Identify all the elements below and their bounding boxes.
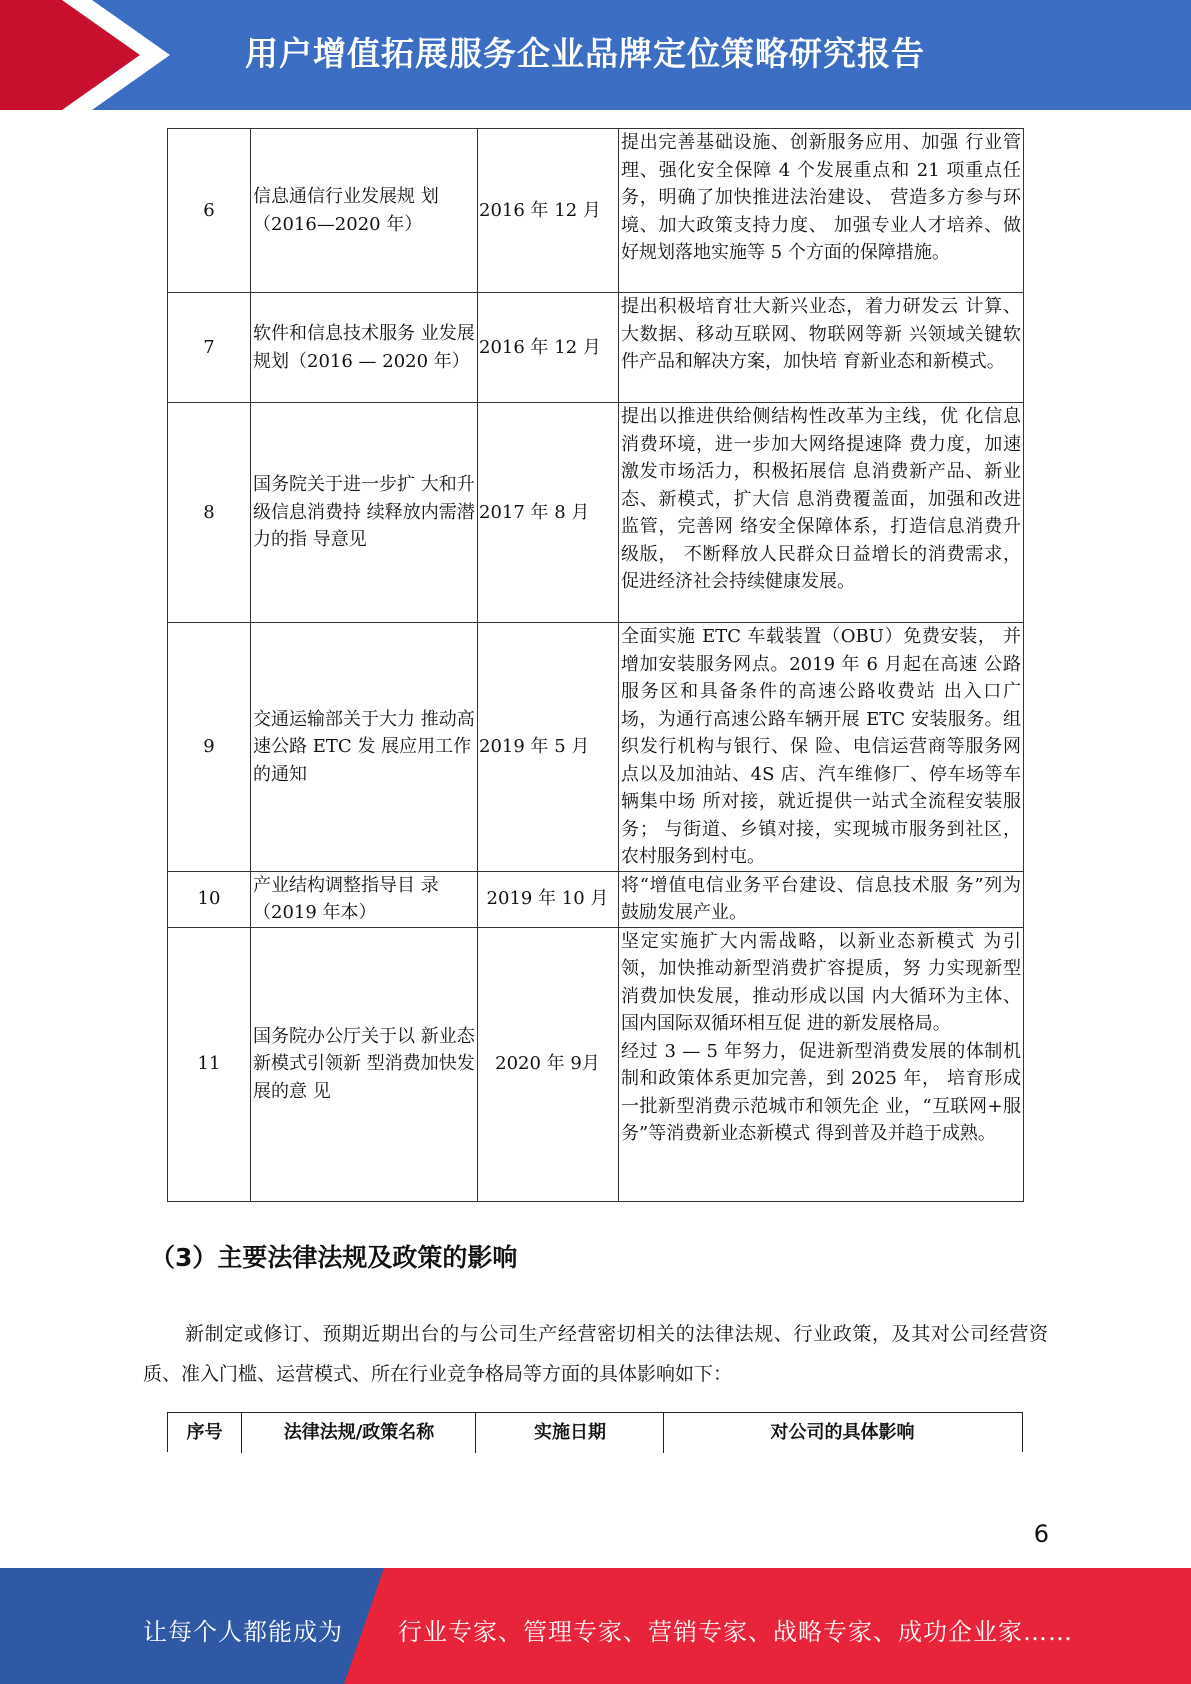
regulation-table-header: [167, 1412, 1023, 1452]
table-row: [168, 293, 1024, 403]
header-title: 用户增值拓展服务企业品牌定位策略研究报告: [245, 34, 925, 73]
row-content: 提出积极培育壮大新兴业态，着力研发云 计算、大数据、移动互联网、物联网等新 兴领域关键软件产品和解决方案，加快培 育新业态和新模式。: [619, 293, 1024, 403]
header-cell-seq: 序号: [186, 1422, 223, 1443]
row-content: [619, 927, 1024, 1201]
row-date: 2016 年 12 月: [478, 129, 619, 293]
row-date: 2020 年 9月: [478, 927, 619, 1201]
row-name: 产业结构调整指导目 录（2019 年本）: [251, 871, 478, 927]
row-date: 2017 年 8 月: [478, 403, 619, 623]
table-row: [168, 403, 1024, 623]
footer-banner: [0, 1568, 1191, 1684]
row-date: 2019 年 5 月: [478, 623, 619, 872]
footer-slogan-right: 行业专家、管理专家、营销专家、战略专家、成功企业家……: [398, 1618, 1073, 1646]
table-row: [168, 927, 1024, 1201]
header-cell-date: 实施日期: [475, 1413, 664, 1453]
row-seq: 10: [168, 871, 251, 927]
header-cell-impact: 对公司的具体影响: [663, 1413, 1021, 1453]
row-content: 提出完善基础设施、创新服务应用、加强 行业管理、强化安全保障 4 个发展重点和 21 项重点任务，明确了加快推进法治建设、 营造多方参与环境、加大政策支持力度、 加强专业人才培养、做好规划落地实施等 5 个方面的保障措施。: [619, 129, 1024, 293]
header-cell-name: 法律法规/政策名称: [241, 1413, 476, 1453]
row-content: 提出以推进供给侧结构性改革为主线，优 化信息消费环境，进一步加大网络提速降 费力度，加速激发市场活力，积极拓展信 息消费新产品、新业态、新模式，扩大信 息消费覆盖面，加强和改进监管，完善网 络安全保障体系，打造信息消费升级版， 不断释放人民群众日益增长的消费需求， 促进经济社会持续健康发展。: [619, 403, 1024, 623]
row-seq: 8: [168, 403, 251, 623]
table-row: [168, 623, 1024, 872]
policy-table: [167, 128, 1024, 1202]
row-content: 全面实施 ETC 车载装置（OBU）免费安装， 并增加安装服务网点。2019 年 6 月起在高速 公路服务区和具备条件的高速公路收费站 出入口广场，为通行高速公路车辆开展 ETC 安装服务。组织发行机构与银行、保 险、电信运营商等服务网点以及加油站、4S 店、汽车维修厂、停车场等车辆集中场 所对接，就近提供一站式全流程安装服务； 与街道、乡镇对接，实现城市服务到社区， 农村服务到村屯。: [619, 623, 1024, 872]
header-banner: [0, 0, 1191, 110]
row-date: 2016 年 12 月: [478, 293, 619, 403]
row-name: 交通运输部关于大力 推动高速公路 ETC 发 展应用工作的通知: [251, 623, 478, 872]
section-heading: （3）主要法律法规及政策的影响: [150, 1243, 518, 1272]
row-seq: 7: [168, 293, 251, 403]
row-content: 将“增值电信业务平台建设、信息技术服 务”列为鼓励发展产业。: [619, 871, 1024, 927]
row-name: 国务院办公厅关于以 新业态新模式引领新 型消费加快发展的意 见: [251, 927, 478, 1201]
row-date: 2019 年 10 月: [478, 871, 619, 927]
table-row: [168, 129, 1024, 293]
row-content-para-2: 经过 3 — 5 年努力，促进新型消费发展的体制机制和政策体系更加完善，到 2025 年， 培育形成一批新型消费示范城市和领先企 业，“互联网+服务”等消费新业态新模式 得到普及并趋于成熟。: [621, 1040, 1021, 1144]
row-content-para-1: 坚定实施扩大内需战略，以新业态新模式 为引领，加快推动新型消费扩容提质，努 力实现新型消费加快发展，推动形成以国 内大循环为主体、国内国际双循环相互促 进的新发展格局。: [621, 930, 1021, 1034]
row-name: 软件和信息技术服务 业发展规划（2016 — 2020 年）: [251, 293, 478, 403]
row-seq: 11: [168, 927, 251, 1201]
table-row: [168, 871, 1024, 927]
page-number: 6: [1033, 1520, 1049, 1548]
section-paragraph: 新制定或修订、预期近期出台的与公司生产经营密切相关的法律法规、行业政策，及其对公司经营资质、准入门槛、运营模式、所在行业竞争格局等方面的具体影响如下：: [143, 1323, 1048, 1385]
footer-slogan-left: 让每个人都能成为: [143, 1618, 343, 1646]
row-seq: 9: [168, 623, 251, 872]
row-name: 信息通信行业发展规 划（2016—2020 年）: [251, 129, 478, 293]
row-seq: 6: [168, 129, 251, 293]
row-name: 国务院关于进一步扩 大和升级信息消费持 续释放内需潜力的指 导意见: [251, 403, 478, 623]
